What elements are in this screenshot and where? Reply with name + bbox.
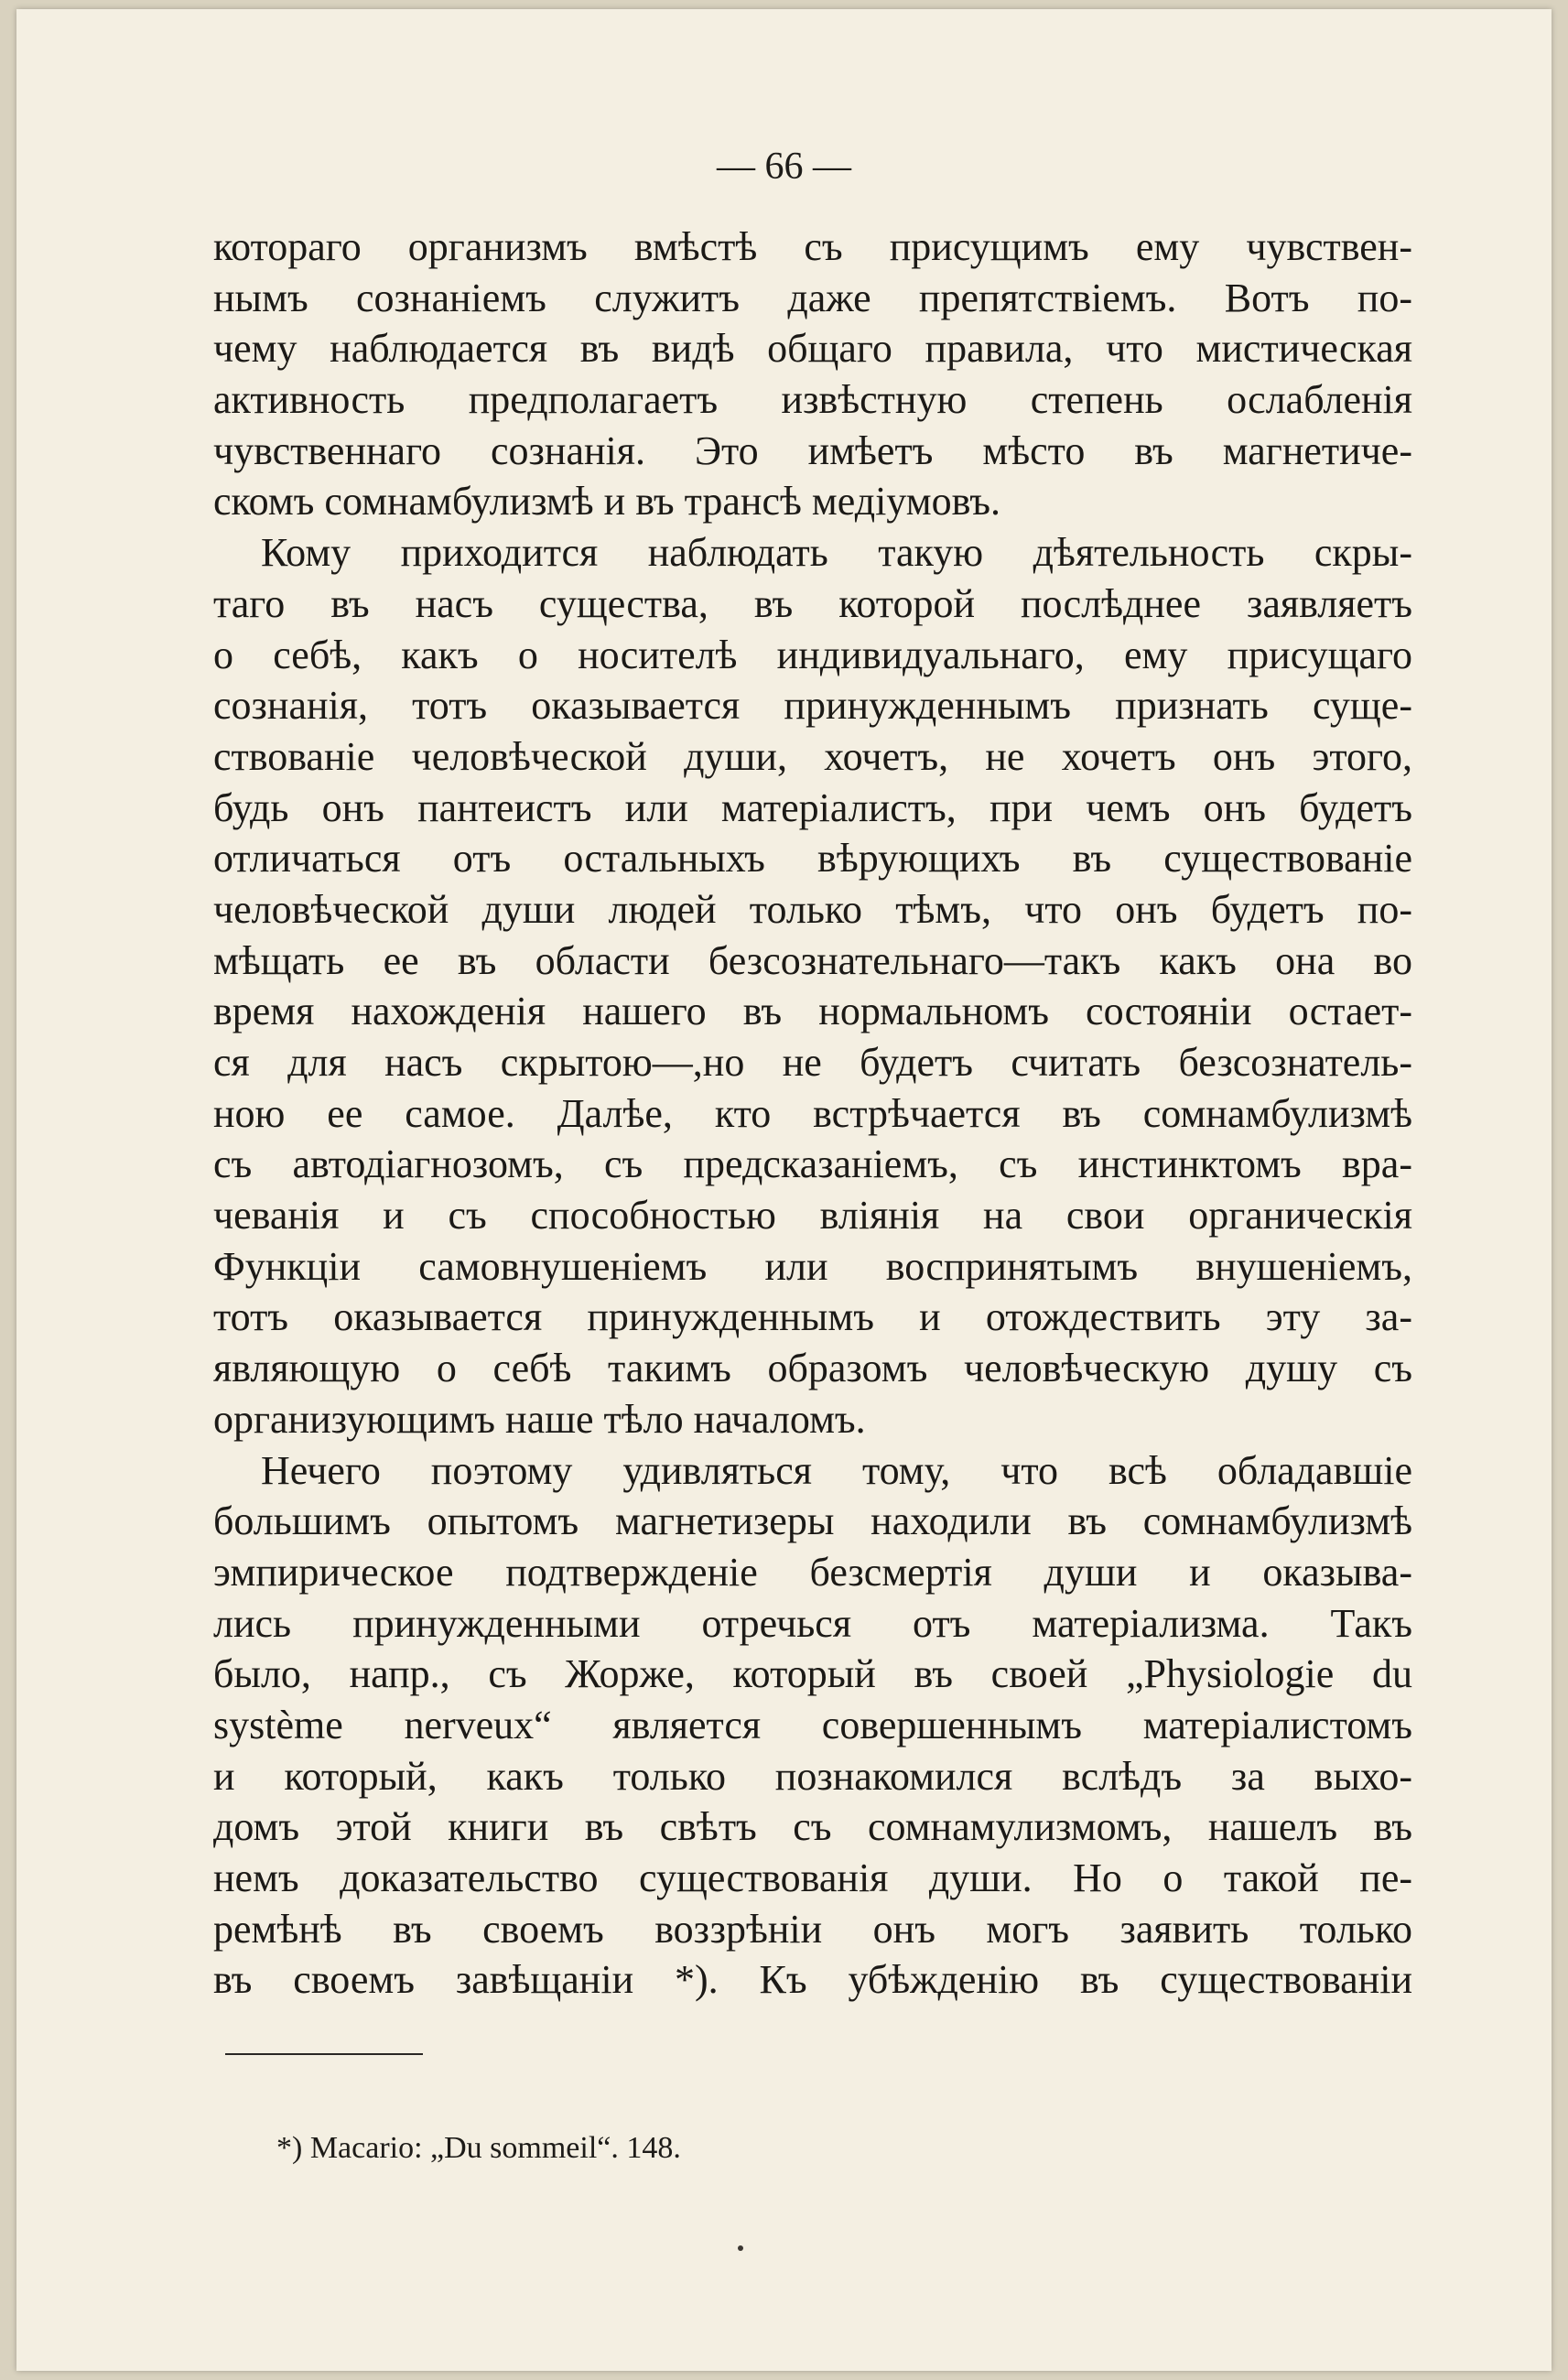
body-text <box>213 222 1412 2006</box>
text-line: котораго организмъ вмѣстѣ съ присущимъ ему чувствен- <box>213 224 1412 269</box>
text-line: Кому приходится наблюдать такую дѣятельность скры- <box>261 530 1412 576</box>
text-line: ною ее самое. Далѣе, кто встрѣчается въ сомнамбулизмѣ <box>213 1090 1412 1136</box>
text-line: таго въ насъ существа, въ которой послѣднее заявляетъ <box>213 580 1412 626</box>
book-page <box>16 9 1552 2371</box>
text-line: отличаться отъ остальныхъ вѣрующихъ въ существованіе <box>213 836 1412 882</box>
footnote-divider <box>225 2053 423 2055</box>
text-line: ствованіе человѣческой души, хочетъ, не хочетъ онъ этого, <box>213 733 1412 779</box>
text-line: ремѣнѣ въ своемъ воззрѣніи онъ могъ заявить только <box>213 1906 1412 1952</box>
text-line: въ своемъ завѣщаніи *). Къ убѣжденію въ существованіи <box>213 1957 1412 2003</box>
text-line: активность предполагаетъ извѣстную степень ослабленія <box>213 377 1412 423</box>
text-line: чувственнаго сознанія. Это имѣетъ мѣсто въ магнетиче- <box>213 427 1412 473</box>
text-line: нымъ сознаніемъ служитъ даже препятствіемъ. Вотъ по- <box>213 275 1412 320</box>
text-line: лись принужденными отречься отъ матеріализма. Такъ <box>213 1600 1412 1646</box>
text-line: немъ доказательство существованія души. Но о такой пе- <box>213 1855 1412 1900</box>
text-line: о себѣ, какъ о носителѣ индивидуальнаго, ему присущаго <box>213 632 1412 677</box>
text-line: человѣческой души людей только тѣмъ, что онъ будетъ по- <box>213 886 1412 932</box>
text-line: Функціи самовнушеніемъ или воспринятымъ внушеніемъ, <box>213 1243 1412 1289</box>
text-line: было, напр., съ Жорже, который въ своей „Physiologie du <box>213 1651 1412 1697</box>
footnote: *) Macario: „Du sommeil“. 148. <box>276 2131 681 2165</box>
text-line: будь онъ пантеистъ или матеріалистъ, при чемъ онъ будетъ <box>213 784 1412 830</box>
text-line: чему наблюдается въ видѣ общаго правила, что мистическая <box>213 326 1412 372</box>
text-line: скомъ сомнамбулизмѣ и въ трансѣ медіумовъ. <box>213 479 1000 525</box>
text-line: ся для насъ скрытою—,но не будетъ считать безсознатель- <box>213 1040 1412 1085</box>
text-line: Нечего поэтому удивляться тому, что всѣ обладавшіе <box>261 1447 1412 1493</box>
page-number: — 66 — <box>717 146 851 188</box>
ink-speck <box>738 2245 743 2251</box>
text-line: сознанія, тотъ оказывается принужденнымъ признать суще- <box>213 683 1412 729</box>
text-line: домъ этой книги въ свѣтъ съ сомнамулизмомъ, нашелъ въ <box>213 1804 1412 1850</box>
text-line: чеванія и съ способностью вліянія на свои органическія <box>213 1193 1412 1239</box>
text-line: мѣщать ее въ области безсознательнаго—такъ какъ она во <box>213 937 1412 983</box>
text-line: время нахожденія нашего въ нормальномъ состояніи остает- <box>213 989 1412 1034</box>
text-line: съ автодіагнозомъ, съ предсказаніемъ, съ инстинктомъ вра- <box>213 1141 1412 1187</box>
text-line: и который, какъ только познакомился вслѣдъ за выхо- <box>213 1753 1412 1799</box>
text-line: организующимъ наше тѣло началомъ. <box>213 1396 866 1442</box>
text-line: système nerveux“ является совершеннымъ матеріалистомъ <box>213 1702 1412 1747</box>
text-line: тотъ оказывается принужденнымъ и отождествить эту за- <box>213 1294 1412 1340</box>
text-line: являющую о себѣ такимъ образомъ человѣческую душу съ <box>213 1346 1412 1391</box>
text-line: эмпирическое подтвержденіе безсмертія души и оказыва- <box>213 1549 1412 1595</box>
text-line: большимъ опытомъ магнетизеры находили въ сомнамбулизмѣ <box>213 1498 1412 1544</box>
